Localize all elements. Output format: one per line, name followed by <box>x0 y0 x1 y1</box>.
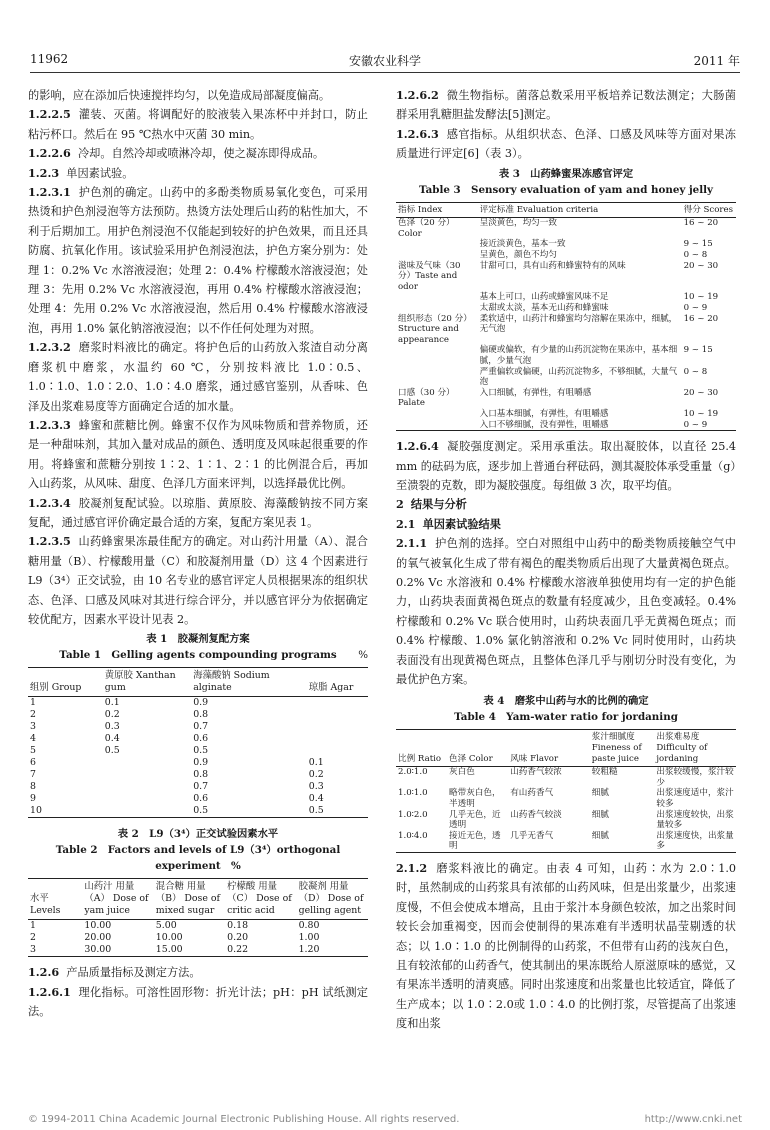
table-cell <box>396 367 478 388</box>
table-cell: 5 <box>30 745 36 757</box>
table-cell: 出浆速度较快，出浆量较多 <box>656 809 734 831</box>
t2-header-4: 胶凝剂 用量（D） Dose of gelling agent <box>297 879 368 920</box>
section-heading: 1.2.6 产品质量指标及测定方法。 <box>28 965 201 980</box>
table-cell: 入口细腻，有弹性，有咀嚼感 <box>479 387 592 398</box>
t1-header-0: 组别 Group <box>28 668 103 697</box>
table-cell: 1.20 <box>298 944 320 956</box>
table-cell <box>396 292 478 303</box>
paragraph: 1.2.3.5 山药蜂蜜果冻最佳配方的确定。对山药汁用量（A）、混合糖用量（B）、柠檬酸用量（C）和胶凝剂用量（D）这 4 个因素进行 L9（3⁴）正交试验，由 10 名专业的感官评定人员根据果冻的组织状态、色泽、口感及风味对其进行综合评分，并以感官评分为依据确定较优配方，因素水平设计见表 2。 <box>28 534 368 626</box>
table-cell: 1 <box>30 697 36 709</box>
table-cell: 0 ~ 8 <box>683 250 708 260</box>
table-cell: 细腻 <box>591 830 609 841</box>
table-row <box>28 697 368 710</box>
table-cell: 几乎无香气 <box>510 830 554 841</box>
table-cell: 0 ~ 9 <box>683 302 708 313</box>
table-cell <box>307 709 368 721</box>
t2-header-3: 柠檬酸 用量（C） Dose of critic acid <box>225 879 296 920</box>
t2-header-0: 水平 Levels <box>28 879 82 920</box>
journal-name: 安徽农业科学 <box>348 54 421 68</box>
table-cell: 0.9 <box>193 697 209 709</box>
table-cell: 6 <box>30 757 36 769</box>
table-row <box>28 781 368 793</box>
table-row <box>28 757 368 769</box>
t3-header-2: 得分 Scores <box>682 202 736 218</box>
table-cell: 滋味及气味（30 分）Taste and odor <box>398 260 461 292</box>
table-cell: 8 <box>30 781 36 793</box>
table-cell: 0.8 <box>193 709 209 721</box>
table-cell <box>396 250 478 261</box>
table-row <box>396 250 736 261</box>
table-cell: 1.0∶4.0 <box>398 830 428 841</box>
table-cell: 20 ~ 30 <box>683 260 719 271</box>
table-2 <box>28 878 368 957</box>
table-cell: 20.00 <box>84 932 112 944</box>
table-cell: 出浆速度快，出浆量多 <box>656 830 734 852</box>
table-row <box>396 218 736 240</box>
table-cell: 2.0∶1.0 <box>398 767 428 778</box>
page-number: 11962 <box>30 52 69 66</box>
paragraph: 1.2.3.2 磨浆时料液比的确定。将护色后的山药放入浆渣自动分离磨浆机中磨浆，水温约 60 ℃，分别按料液比 1.0∶0.5、1.0∶1.0、1.0∶2.0、1.0∶4.0 磨浆，通过感官鉴别，从香味、色泽及出浆难易度等方面确定合适的加水量。 <box>28 340 368 413</box>
table-cell: 略带灰白色，半透明 <box>449 788 501 809</box>
table-cell: 1.0∶2.0 <box>398 809 428 820</box>
table-cell <box>307 745 368 757</box>
table-cell: 20 ~ 30 <box>683 387 719 398</box>
table-cell: 0.80 <box>298 920 320 932</box>
table-cell: 0.9 <box>193 757 209 769</box>
table-cell: 严重偏软或偏硬，山药沉淀物多，不够细腻，大量气泡 <box>479 366 678 388</box>
table-cell: 0.2 <box>104 709 120 721</box>
table-cell: 有山药香气 <box>510 788 554 799</box>
table-cell: 0.4 <box>308 793 324 805</box>
table-cell <box>103 757 191 769</box>
table-row <box>396 367 736 388</box>
table-cell: 0.20 <box>227 932 249 944</box>
table-cell: 16 ~ 20 <box>683 313 719 324</box>
paragraph: 2.1.2 磨浆料液比的确定。由表 4 可知，山药∶水为 2.0∶1.0 时，虽然制成的山药浆具有浓郁的山药风味，但是出浆量少，出浆速度慢，不但会使成本增高，且由于浆汁本身颜色较浓，加之出浆时间较长会加重褐变，因而会使制得的果冻难有半透明状晶莹剔透的状态；以 1.0∶1.0 的比例制得的山药浆，不但带有山药的浅灰白色，且有较浓郁的山药香气，使其制出的果冻既给人原滋原味的感觉，又有果冻半透明的清爽感。同时出浆速度和出浆量也比较适宜，降低了生产成本；以 1.0∶2.0或 1.0∶4.0 的比例打浆，尽管提高了出浆速度和出浆 <box>396 860 736 1031</box>
table-cell: 0 ~ 8 <box>683 366 708 377</box>
paragraph: 1.2.6.2 微生物指标。菌落总数采用平板培养记数法测定；大肠菌群采用乳糖胆盐发酵法[5]测定。 <box>396 88 736 122</box>
table-row <box>396 292 736 303</box>
table-cell: 接近无色，透明 <box>449 830 501 852</box>
table-cell <box>103 781 191 793</box>
table-cell: 细腻 <box>591 809 609 820</box>
table-cell: 基本上可口，山药或蜂蜜风味不足 <box>479 292 609 303</box>
table-row <box>28 733 368 745</box>
table-cell: 偏硬或偏软，有少量的山药沉淀物在果冻中，基本细腻，少量气泡 <box>479 345 678 366</box>
table-cell: 色泽（20 分）Color <box>398 218 455 239</box>
table-cell: 0.8 <box>193 769 209 781</box>
table-cell: 3 <box>30 944 36 956</box>
table-cell: 山药香气较淡 <box>510 809 562 820</box>
table-cell: 山药香气较浓 <box>510 767 562 778</box>
table-cell: 甘甜可口，具有山药和蜂蜜特有的风味 <box>479 260 626 271</box>
table-cell: 口感（30 分）Palate <box>398 387 455 409</box>
table-row <box>28 769 368 781</box>
table-cell <box>103 805 191 818</box>
paragraph: 1.2.2.6 冷却。自然冷却或喷淋冷却，使之凝冻即得成品。 <box>28 146 325 161</box>
table-cell: 入口基本细腻，有弹性，有咀嚼感 <box>479 408 609 419</box>
table-cell: 0.6 <box>193 733 209 745</box>
table-4-caption: 表 4 磨浆中山药与水的比例的确定 Table 4 Yam-water ratio for jordaning <box>454 695 678 724</box>
table-cell: 较粗糙 <box>591 767 618 778</box>
table-cell: 0.7 <box>193 721 209 733</box>
table-cell: 10.00 <box>155 932 183 944</box>
table-cell: 呈黄色，颜色不均匀 <box>479 250 557 260</box>
table-row <box>396 409 736 420</box>
right-column <box>396 86 736 1034</box>
table-cell: 灰白色 <box>449 767 475 778</box>
table-row <box>28 745 368 757</box>
table-row <box>28 793 368 805</box>
section-heading: 2.1 单因素试验结果 <box>396 516 501 531</box>
table-row <box>396 303 736 314</box>
table-cell: 10 <box>30 805 42 817</box>
section-heading: 2 结果与分析 <box>396 497 467 512</box>
table-1 <box>28 667 368 818</box>
t2-header-2: 混合糖 用量（B） Dose of mixed sugar <box>154 879 225 920</box>
table-cell: 0.6 <box>193 793 209 805</box>
table-cell: 9 ~ 15 <box>683 345 713 356</box>
table-row <box>28 932 368 944</box>
footer-link[interactable]: http://www.cnki.net <box>644 1114 742 1125</box>
table-cell: 2 <box>30 709 36 721</box>
table-cell: 太甜或太淡，基本无山药和蜂蜜味 <box>479 302 609 313</box>
t1-header-1: 黄原胶 Xanthan gum <box>103 668 191 697</box>
t1-header-3: 琼脂 Agar <box>307 668 368 697</box>
table-cell: 3 <box>30 721 36 733</box>
table-row <box>396 831 736 853</box>
t4-header-0: 比例 Ratio <box>396 730 447 767</box>
t4-header-3: 浆汁细腻度 Fineness of paste juice <box>590 730 655 767</box>
table-cell: 0.1 <box>104 697 120 709</box>
table-cell: 2 <box>30 932 36 944</box>
table-cell <box>103 769 191 781</box>
table-cell: 9 <box>30 793 36 805</box>
table-cell: 1.0∶1.0 <box>398 788 428 799</box>
table-row <box>396 388 736 409</box>
table-cell: 7 <box>30 769 36 781</box>
table-cell: 0.3 <box>104 721 120 733</box>
table-cell: 1.00 <box>298 932 320 944</box>
table-row <box>28 920 368 933</box>
table-row <box>396 345 736 366</box>
table-cell <box>396 239 478 250</box>
copyright-text: © 1994-2011 China Academic Journal Electronic Publishing House. All rights reserved. <box>28 1114 460 1125</box>
left-column <box>28 86 368 1022</box>
table-cell: 10 ~ 19 <box>683 408 719 419</box>
table-row <box>28 721 368 733</box>
table-cell <box>396 409 478 420</box>
table-cell: 组织形态（20 分）Structure and appearance <box>398 313 472 345</box>
table-cell: 16 ~ 20 <box>683 218 719 229</box>
copyright-footer <box>28 1114 742 1125</box>
t2-header-1: 山药汁 用量（A） Dose of yam juice <box>82 879 153 920</box>
table-cell: 1 <box>30 920 36 932</box>
table-cell: 接近淡黄色，基本一致 <box>479 239 566 250</box>
paragraph: 1.2.2.5 灌装、灭菌。将调配好的胶液装入果冻杯中并封口，防止粘污杯口。然后在 95 ℃热水中灭菌 30 min。 <box>28 107 368 141</box>
table-cell: 0.18 <box>227 920 249 932</box>
paragraph: 的影响，应在添加后快速搅拌均匀，以免造成局部凝度偏高。 <box>28 89 331 102</box>
table-cell: 0.1 <box>308 757 324 769</box>
table-cell <box>396 420 478 431</box>
section-heading: 1.2.3 单因素试验。 <box>28 165 134 180</box>
table-cell: 4 <box>30 733 36 745</box>
table-cell: 5.00 <box>155 920 177 932</box>
year: 2011 年 <box>693 54 740 68</box>
paragraph: 1.2.3.1 护色剂的确定。山药中的多酚类物质易氧化变色，可采用热烫和护色剂浸泡等方法预防。热烫方法处理后山药的粘性加大，不利于后期加工。用护色剂浸泡不仅能起到较好的护色效果，而且还具防腐、抗氧化作用。该试验采用护色剂浸泡法，护色方案分别为：处理 1：0.2% Vc 水溶液浸泡；处理 2：0.4% 柠檬酸水溶液浸泡；处理 3：先用 0.2% Vc 水溶液浸泡，再用 0.4% 柠檬酸水溶液浸泡；处理 4：先用 0.2% Vc 水溶液浸泡，然后用 0.4% 柠檬酸水溶液浸泡，再用 1.0% 氯化钠溶液浸泡；以不作任何处理为对照。 <box>28 185 368 335</box>
table-cell <box>103 793 191 805</box>
table-row <box>396 767 736 789</box>
table-cell: 15.00 <box>155 944 183 956</box>
table-2-caption: 表 2 L9（3⁴）正交试验因素水平 Table 2 Factors and levels of L9（3⁴）orthogonal experiment % <box>55 828 341 873</box>
table-cell: 0.22 <box>227 944 249 956</box>
table-cell <box>307 733 368 745</box>
table-cell <box>396 303 478 314</box>
table-row <box>28 709 368 721</box>
table-cell: 10.00 <box>84 920 112 932</box>
paragraph: 1.2.6.1 理化指标。可溶性固形物：折光计法；pH：pH 试纸测定法。 <box>28 984 368 1019</box>
table-3 <box>396 202 736 431</box>
table-cell: 细腻 <box>591 788 609 799</box>
t1-header-2: 海藻酸钠 Sodium alginate <box>191 668 307 697</box>
table-4 <box>396 729 736 853</box>
t3-header-1: 评定标准 Evaluation criteria <box>478 202 682 218</box>
t4-header-2: 风味 Flavor <box>508 730 590 767</box>
table-row <box>396 788 736 809</box>
t4-header-1: 色泽 Color <box>447 730 508 767</box>
t3-header-0: 指标 Index <box>396 202 478 218</box>
table-cell: 0.5 <box>104 745 120 757</box>
table-cell: 0.5 <box>193 745 209 757</box>
table-cell: 0.2 <box>308 769 324 781</box>
paragraph: 1.2.6.4 凝胶强度测定。采用承重法。取出凝胶体，以直径 25.4 mm 的砝码为底，逐步加上普通台秤砝码，测其凝胶体承受重量（g）至溃裂的克数，即为凝胶强度。每组做 3 次，取平均值。 <box>396 439 736 492</box>
paragraph: 1.2.6.3 感官指标。从组织状态、色泽、口感及风味等方面对果冻质量进行评定[6]（表 3）。 <box>396 126 736 161</box>
table-cell: 0.7 <box>193 781 209 793</box>
table-cell: 出浆较缓慢，浆汁较少 <box>656 767 734 788</box>
table-row <box>396 420 736 431</box>
paragraph: 1.2.3.3 蜂蜜和蔗糖比例。蜂蜜不仅作为风味物质和营养物质，还是一种甜味剂，其加入量对成品的颜色、透明度及风味起很重要的作用。将蜂蜜和蔗糖分别按 1∶2、1∶1、2∶1 的比例混合后，再加入山药浆，从风味、甜度、色泽几方面来评判，以选择最优比例。 <box>28 417 368 491</box>
table-cell <box>307 721 368 733</box>
table-cell: 30.00 <box>84 944 112 956</box>
table-cell <box>396 345 478 366</box>
paragraph: 2.1.1 护色剂的选择。空白对照组中山药中的酚类物质接触空气中的氧气被氧化生成了带有褐色的醌类物质后出现了大量黄褐色斑点。0.2% Vc 水溶液和 0.4% 柠檬酸水溶液单独使用均有一定的护色能力，山药块表面黄褐色斑点的数量有轻度减少，且色变减轻。0.4% 柠檬酸和 0.2% Vc 联合使用时，山药块表面几乎无黄褐色斑点；而 0.4% 柠檬酸、1.0% 氯化钠溶液和 0.2% Vc 同时使用时，山药块表面没有出现黄褐色斑点，且整体色泽几乎与刚切分时没有变化，为最优护色方案。 <box>396 536 736 686</box>
paragraph: 1.2.3.4 胶凝剂复配试验。以琼脂、黄原胶、海藻酸钠按不同方案复配，通过感官评价确定最合适的方案，复配方案见表 1。 <box>28 495 368 529</box>
table-row <box>28 805 368 818</box>
table-cell: 0.5 <box>308 805 324 817</box>
table-cell: 0.5 <box>193 805 209 817</box>
table-cell: 0.4 <box>104 733 120 745</box>
table-cell <box>307 697 368 710</box>
table-row <box>396 810 736 831</box>
table-cell: 0 ~ 9 <box>683 419 708 430</box>
table-cell: 几乎无色，近透明 <box>449 809 501 831</box>
table-cell: 9 ~ 15 <box>683 239 713 250</box>
table-3-caption: 表 3 山药蜂蜜果冻感官评定 Table 3 Sensory evaluation of yam and honey jelly <box>418 167 714 196</box>
table-row <box>396 239 736 250</box>
table-row <box>396 261 736 293</box>
t4-header-4: 出浆难易度 Difficulty of jordaning <box>654 730 736 767</box>
table-cell: 入口不够细腻，没有弹性，咀嚼感 <box>479 419 609 430</box>
table-cell: 10 ~ 19 <box>683 292 719 303</box>
table-cell: 呈淡黄色，均匀一致 <box>479 218 557 229</box>
table-cell: 0.3 <box>308 781 324 793</box>
table-row <box>28 944 368 957</box>
running-header <box>30 50 740 73</box>
table-row <box>396 314 736 346</box>
table-1-caption: 表 1 胶凝剂复配方案 Table 1 Gelling agents compounding programs % <box>59 633 368 662</box>
table-cell: 柔软适中，山药汁和蜂蜜均匀溶解在果冻中，细腻，无气泡 <box>479 313 678 335</box>
table-cell: 出浆速度适中，浆汁较多 <box>656 788 734 809</box>
